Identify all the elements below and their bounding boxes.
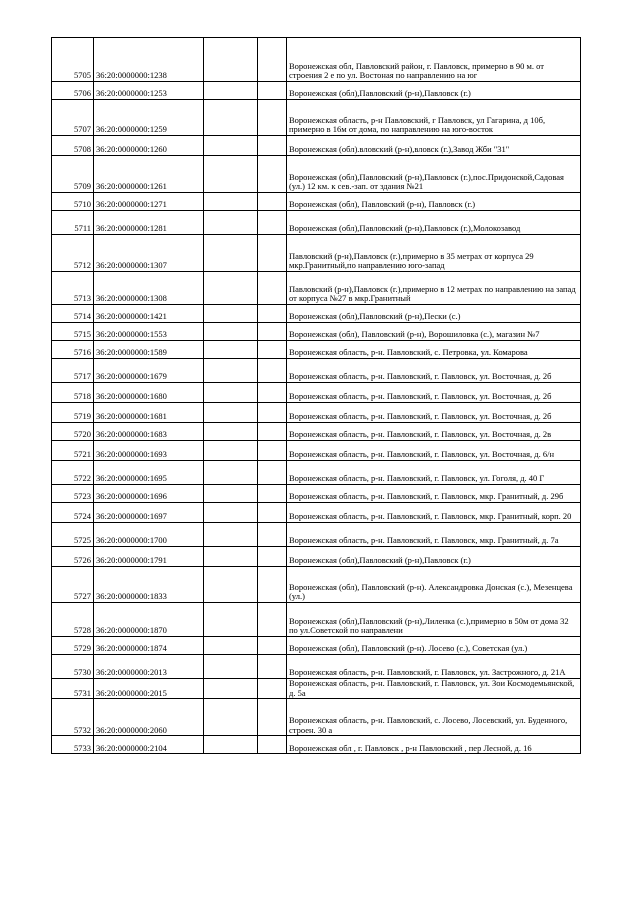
address-cell: Воронежская область, р-н. Павловский, г. Павловск, ул. Застрожного, д. 21А <box>287 655 581 679</box>
row-number: 5715 <box>52 323 94 341</box>
empty-cell <box>204 156 258 193</box>
row-number: 5710 <box>52 193 94 211</box>
table-row <box>52 359 581 383</box>
address-cell: Воронежская область, р-н. Павловский, г. Павловск, ул. Гоголя, д. 40 Г <box>287 461 581 485</box>
cadastral-number: 36:20:0000000:2015 <box>94 679 204 699</box>
empty-cell <box>204 637 258 655</box>
address-cell: Воронежская область, р-н. Павловский, г. Павловск, мкр. Гранитный, корп. 20 <box>287 503 581 523</box>
table-row <box>52 305 581 323</box>
address-cell: Воронежская (обл), Павловский (р-н). Лосево (с.), Советская (ул.) <box>287 637 581 655</box>
empty-cell <box>204 211 258 235</box>
empty-cell <box>204 547 258 567</box>
empty-cell <box>204 567 258 603</box>
empty-cell <box>204 82 258 100</box>
empty-cell <box>204 193 258 211</box>
empty-cell <box>258 193 287 211</box>
address-cell: Воронежская область, р-н. Павловский, г. Павловск, ул. Восточная, д. 2б <box>287 383 581 403</box>
table-row <box>52 523 581 547</box>
row-number: 5732 <box>52 699 94 736</box>
empty-cell <box>258 423 287 441</box>
cadastral-number: 36:20:0000000:1307 <box>94 235 204 272</box>
empty-cell <box>258 503 287 523</box>
empty-cell <box>258 136 287 156</box>
address-cell: Воронежская (обл).вловский (р-н),вловск (г.),Завод Жби "31" <box>287 136 581 156</box>
row-number: 5728 <box>52 603 94 637</box>
row-number: 5708 <box>52 136 94 156</box>
cadastral-number: 36:20:0000000:1589 <box>94 341 204 359</box>
empty-cell <box>258 655 287 679</box>
row-number: 5707 <box>52 100 94 136</box>
address-cell: Воронежская (обл), Павловский (р-н), Ворошиловка (с.), магазин №7 <box>287 323 581 341</box>
row-number: 5724 <box>52 503 94 523</box>
table-row <box>52 211 581 235</box>
row-number: 5714 <box>52 305 94 323</box>
address-cell: Воронежская область, р-н. Павловский, с. Петровка, ул. Комарова <box>287 341 581 359</box>
table-row <box>52 272 581 305</box>
empty-cell <box>258 100 287 136</box>
empty-cell <box>258 603 287 637</box>
cadastral-number: 36:20:0000000:1833 <box>94 567 204 603</box>
empty-cell <box>204 736 258 754</box>
cadastral-number: 36:20:0000000:1700 <box>94 523 204 547</box>
row-number: 5706 <box>52 82 94 100</box>
table-row <box>52 441 581 461</box>
cadastral-number: 36:20:0000000:1697 <box>94 503 204 523</box>
table-row <box>52 383 581 403</box>
row-number: 5716 <box>52 341 94 359</box>
empty-cell <box>258 383 287 403</box>
table-row <box>52 341 581 359</box>
empty-cell <box>204 655 258 679</box>
cadastral-number: 36:20:0000000:1681 <box>94 403 204 423</box>
empty-cell <box>204 679 258 699</box>
cadastral-number: 36:20:0000000:1271 <box>94 193 204 211</box>
empty-cell <box>258 547 287 567</box>
empty-cell <box>258 305 287 323</box>
empty-cell <box>258 699 287 736</box>
address-cell: Воронежская (обл),Павловский (р-н),Павловск (г.),пос.Придонской,Садовая (ул.) 12 км. к сев.-зап. от здания №21 <box>287 156 581 193</box>
table-row <box>52 567 581 603</box>
address-cell: Воронежская (обл), Павловский (р-н), Павловск (г.) <box>287 193 581 211</box>
empty-cell <box>204 323 258 341</box>
table-row <box>52 403 581 423</box>
row-number: 5722 <box>52 461 94 485</box>
address-cell: Воронежская (обл),Павловский (р-н),Лиленка (с.),примерно в 50м от дома 32 по ул.Советской по направлени <box>287 603 581 637</box>
empty-cell <box>204 38 258 82</box>
row-number: 5713 <box>52 272 94 305</box>
empty-cell <box>258 523 287 547</box>
row-number: 5717 <box>52 359 94 383</box>
registry-table <box>51 37 581 754</box>
table-row <box>52 603 581 637</box>
row-number: 5725 <box>52 523 94 547</box>
table-row <box>52 136 581 156</box>
table-row <box>52 156 581 193</box>
table-row <box>52 193 581 211</box>
cadastral-number: 36:20:0000000:1281 <box>94 211 204 235</box>
row-number: 5709 <box>52 156 94 193</box>
empty-cell <box>258 323 287 341</box>
cadastral-number: 36:20:0000000:1421 <box>94 305 204 323</box>
address-cell: Воронежская область, р-н. Павловский, г. Павловск, ул. Восточная, д. 2б <box>287 403 581 423</box>
empty-cell <box>204 403 258 423</box>
table-row <box>52 699 581 736</box>
empty-cell <box>204 341 258 359</box>
empty-cell <box>258 441 287 461</box>
row-number: 5711 <box>52 211 94 235</box>
row-number: 5720 <box>52 423 94 441</box>
cadastral-number: 36:20:0000000:1308 <box>94 272 204 305</box>
empty-cell <box>258 211 287 235</box>
row-number: 5730 <box>52 655 94 679</box>
address-cell: Воронежская область, р-н. Павловский, г. Павловск, мкр. Гранитный, д. 29б <box>287 485 581 503</box>
empty-cell <box>258 82 287 100</box>
address-cell: Воронежская (обл),Павловский (р-н),Павловск (г.) <box>287 547 581 567</box>
table-row <box>52 485 581 503</box>
cadastral-number: 36:20:0000000:1683 <box>94 423 204 441</box>
empty-cell <box>204 423 258 441</box>
empty-cell <box>204 272 258 305</box>
empty-cell <box>258 567 287 603</box>
table-row <box>52 503 581 523</box>
empty-cell <box>258 403 287 423</box>
empty-cell <box>258 341 287 359</box>
row-number: 5721 <box>52 441 94 461</box>
registry-table-body <box>52 38 581 754</box>
empty-cell <box>204 699 258 736</box>
address-cell: Воронежская область, р-н. Павловский, г. Павловск, ул. Восточная, д. 2б <box>287 359 581 383</box>
cadastral-number: 36:20:0000000:1680 <box>94 383 204 403</box>
row-number: 5731 <box>52 679 94 699</box>
cadastral-number: 36:20:0000000:1238 <box>94 38 204 82</box>
row-number: 5733 <box>52 736 94 754</box>
table-row <box>52 679 581 699</box>
table-row <box>52 423 581 441</box>
row-number: 5726 <box>52 547 94 567</box>
cadastral-number: 36:20:0000000:1253 <box>94 82 204 100</box>
address-cell: Воронежская область, р-н. Павловский, г. Павловск, мкр. Гранитный, д. 7а <box>287 523 581 547</box>
cadastral-number: 36:20:0000000:1693 <box>94 441 204 461</box>
empty-cell <box>204 383 258 403</box>
address-cell: Воронежская область, р-н. Павловский, с. Лосево, Лосевский, ул. Буденного, строен. 30 а <box>287 699 581 736</box>
empty-cell <box>204 359 258 383</box>
address-cell: Воронежская (обл),Павловский (р-н),Пески (с.) <box>287 305 581 323</box>
table-row <box>52 547 581 567</box>
address-cell: Воронежская область, р-н Павловский, г Павловск, ул Гагарина, д 10б, примерно в 16м от дома, по направлению на юго-восток <box>287 100 581 136</box>
table-row <box>52 736 581 754</box>
address-cell: Воронежская (обл),Павловский (р-н),Павловск (г.) <box>287 82 581 100</box>
row-number: 5723 <box>52 485 94 503</box>
table-row <box>52 235 581 272</box>
table-row <box>52 38 581 82</box>
cadastral-number: 36:20:0000000:2104 <box>94 736 204 754</box>
empty-cell <box>258 235 287 272</box>
empty-cell <box>204 235 258 272</box>
empty-cell <box>204 461 258 485</box>
table-row <box>52 637 581 655</box>
cadastral-number: 36:20:0000000:1870 <box>94 603 204 637</box>
empty-cell <box>258 461 287 485</box>
cadastral-number: 36:20:0000000:1696 <box>94 485 204 503</box>
row-number: 5718 <box>52 383 94 403</box>
empty-cell <box>204 100 258 136</box>
empty-cell <box>204 503 258 523</box>
address-cell: Павловский (р-н),Павловск (г.),примерно в 35 метрах от корпуса 29 мкр.Гранитный,по направлению юго-запад <box>287 235 581 272</box>
cadastral-number: 36:20:0000000:1553 <box>94 323 204 341</box>
row-number: 5719 <box>52 403 94 423</box>
address-cell: Воронежская (обл), Павловский (р-н). Александровка Донская (с.), Мезенцева (ул.) <box>287 567 581 603</box>
table-row <box>52 100 581 136</box>
cadastral-number: 36:20:0000000:2060 <box>94 699 204 736</box>
cadastral-number: 36:20:0000000:1695 <box>94 461 204 485</box>
empty-cell <box>204 523 258 547</box>
address-cell: Воронежская область, р-н. Павловский, г. Павловск, ул. Восточная, д. 2в <box>287 423 581 441</box>
row-number: 5727 <box>52 567 94 603</box>
empty-cell <box>204 603 258 637</box>
table-row <box>52 461 581 485</box>
address-cell: Павловский (р-н),Павловск (г.),примерно в 12 метрах по направлению на запад от корпуса №27 в мкр.Гранитный <box>287 272 581 305</box>
row-number: 5729 <box>52 637 94 655</box>
row-number: 5705 <box>52 38 94 82</box>
table-row <box>52 323 581 341</box>
empty-cell <box>258 156 287 193</box>
empty-cell <box>258 637 287 655</box>
cadastral-number: 36:20:0000000:1261 <box>94 156 204 193</box>
empty-cell <box>258 736 287 754</box>
empty-cell <box>258 485 287 503</box>
cadastral-number: 36:20:0000000:1791 <box>94 547 204 567</box>
empty-cell <box>258 359 287 383</box>
empty-cell <box>258 679 287 699</box>
cadastral-number: 36:20:0000000:1679 <box>94 359 204 383</box>
cadastral-number: 36:20:0000000:1260 <box>94 136 204 156</box>
table-row <box>52 655 581 679</box>
address-cell: Воронежская область, р-н. Павловский, г. Павловск, ул. Восточная, д. 6/н <box>287 441 581 461</box>
cadastral-number: 36:20:0000000:2013 <box>94 655 204 679</box>
cadastral-number: 36:20:0000000:1259 <box>94 100 204 136</box>
empty-cell <box>204 136 258 156</box>
empty-cell <box>204 441 258 461</box>
cadastral-number: 36:20:0000000:1874 <box>94 637 204 655</box>
address-cell: Воронежская область, р-н. Павловский, г. Павловск, ул. Зои Космодемьянской, д. 5а <box>287 679 581 699</box>
address-cell: Воронежская обл , г. Павловск , р-н Павловский , пер Лесной, д. 16 <box>287 736 581 754</box>
empty-cell <box>204 305 258 323</box>
empty-cell <box>204 485 258 503</box>
empty-cell <box>258 38 287 82</box>
address-cell: Воронежская (обл),Павловский (р-н),Павловск (г.),Молокозавод <box>287 211 581 235</box>
address-cell: Воронежская обл, Павловский район, г. Павловск, примерно в 90 м. от строения 2 е по ул. Востоная по направлению на юг <box>287 38 581 82</box>
empty-cell <box>258 272 287 305</box>
row-number: 5712 <box>52 235 94 272</box>
table-row <box>52 82 581 100</box>
